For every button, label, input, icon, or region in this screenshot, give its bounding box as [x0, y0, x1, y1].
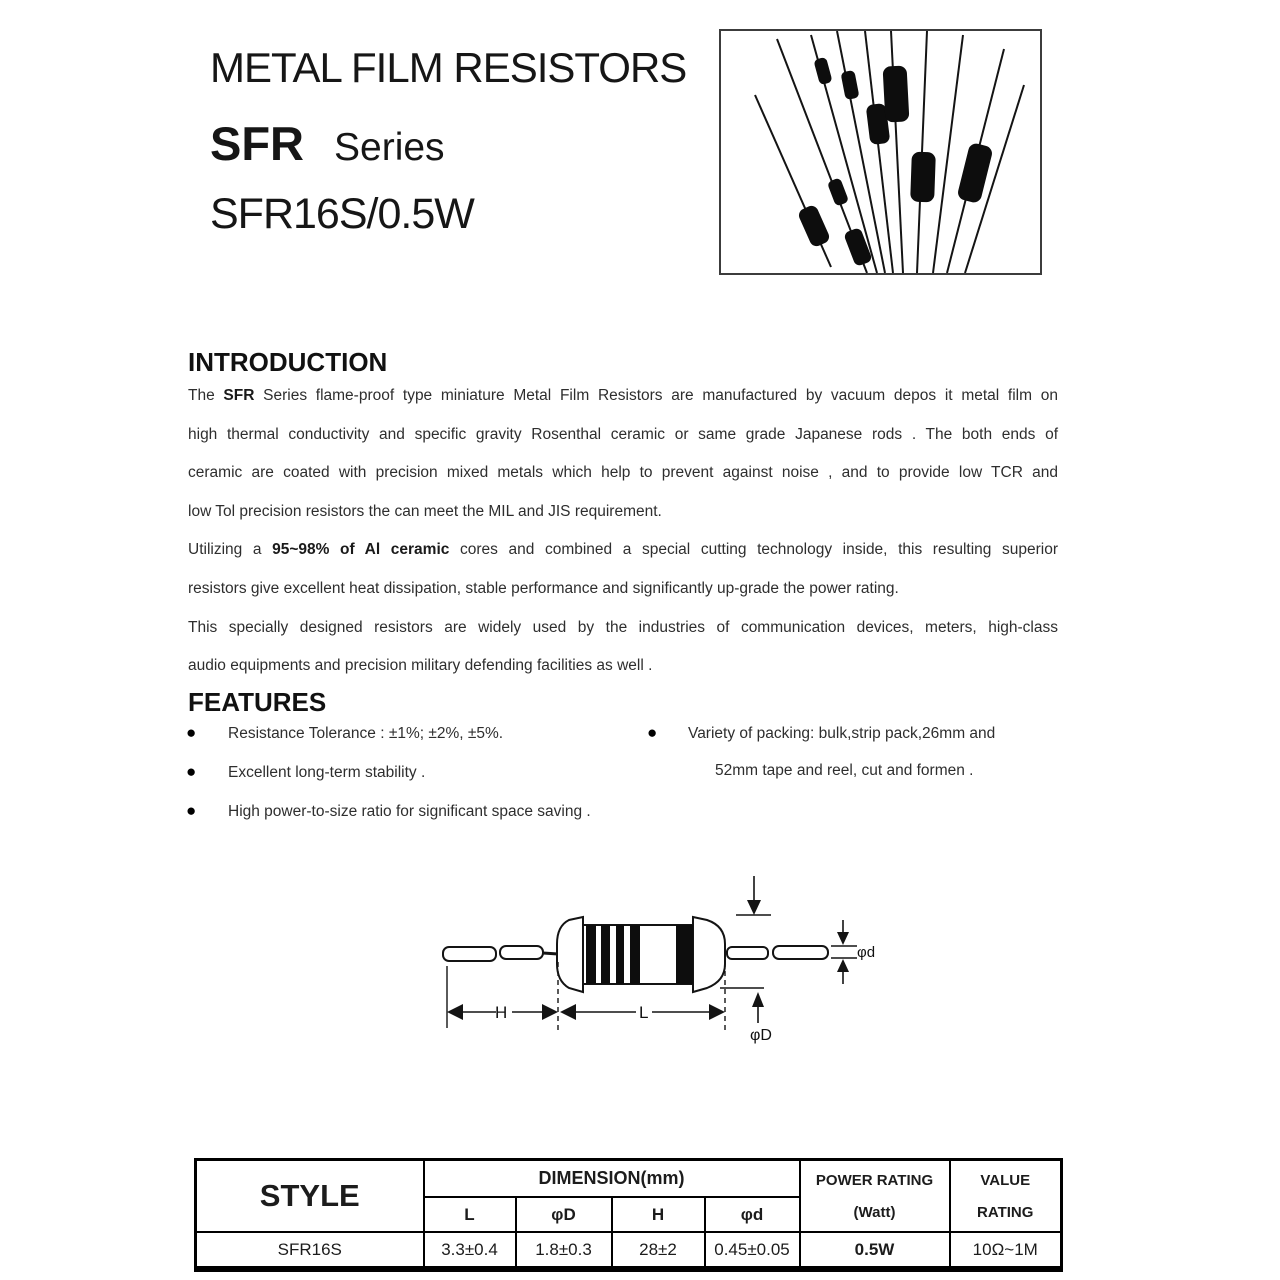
- col-header-style: STYLE: [196, 1160, 424, 1233]
- introduction-heading: INTRODUCTION: [188, 347, 388, 377]
- product-photo: [719, 29, 1042, 275]
- feature-text: Resistance Tolerance : ±1%; ±2%, ±5%.: [228, 725, 504, 742]
- cell-power: 0.5W: [800, 1232, 950, 1269]
- intro-text-segment: ceramic are coated with precision mixed metals which help to prevent against noise , and to provide low TCR and: [188, 464, 1058, 482]
- intro-text-segment: SFR: [223, 387, 255, 404]
- color-bands: [586, 925, 693, 984]
- intro-line: [188, 377, 1058, 416]
- right-arrowhead-icon: [709, 1004, 725, 1020]
- bullet-icon: ●: [186, 723, 197, 742]
- model-number: SFR16S/0.5W: [210, 190, 474, 238]
- bullet-icon: ●: [186, 762, 197, 781]
- cell-phiD: 1.8±0.3: [516, 1232, 612, 1269]
- spec-table-body: [196, 1232, 1062, 1269]
- intro-paragraphs: [188, 377, 1058, 686]
- features-right: [647, 723, 1057, 801]
- feature-item: [186, 762, 626, 801]
- rating-label: RATING: [977, 1203, 1034, 1221]
- feature-text: Excellent long-term stability .: [228, 764, 426, 781]
- lead-segment: [443, 947, 496, 961]
- series-word: Series: [334, 126, 445, 169]
- spec-table: [194, 1158, 1063, 1272]
- col-header-H: H: [612, 1197, 705, 1232]
- intro-text-segment: Series flame-proof type miniature Metal Film Resistors are manufactured by vacuum depos it metal film on: [254, 387, 1058, 404]
- intro-text-segment: resistors give excellent heat dissipation, stable performance and significantly up-grade the power rating.: [188, 579, 899, 597]
- lead-segment: [500, 946, 543, 959]
- intro-line: [188, 531, 1058, 570]
- dim-label-phi-d: φd: [857, 944, 876, 961]
- col-header-L: L: [424, 1197, 516, 1232]
- intro-text-segment: audio equipments and precision military defending facilities as well .: [188, 657, 653, 675]
- cell-style: SFR16S: [196, 1232, 424, 1269]
- col-header-phiD: φD: [516, 1197, 612, 1232]
- feature-text: High power-to-size ratio for significant space saving .: [228, 803, 591, 820]
- col-header-power: [800, 1160, 950, 1233]
- left-arrowhead-icon: [447, 1004, 463, 1020]
- lead-segment: [727, 947, 768, 959]
- intro-line: [188, 647, 1058, 686]
- col-header-dimension: DIMENSION(mm): [424, 1160, 800, 1198]
- watt-label: (Watt): [853, 1203, 896, 1221]
- right-arrowhead-icon: [542, 1004, 558, 1020]
- lead-segment: [773, 946, 828, 959]
- feature-item: [186, 801, 626, 840]
- intro-line: [188, 493, 1058, 532]
- dimension-diagram: [400, 860, 920, 1078]
- intro-text-segment: This specially designed resistors are widely used by the industries of communication devices, meters, high-class: [188, 618, 1058, 636]
- power-rating-label: POWER RATING: [815, 1171, 934, 1189]
- up-arrowhead-icon: [752, 992, 764, 1007]
- feature-item: [647, 723, 1057, 762]
- col-header-value: [950, 1160, 1062, 1233]
- intro-line: [188, 609, 1058, 648]
- bullet-icon: ●: [647, 723, 658, 742]
- value-label: VALUE: [980, 1171, 1031, 1189]
- resistor-photo-illustration: [721, 31, 1040, 273]
- dim-label-l: L: [639, 1003, 649, 1022]
- intro-line: [188, 416, 1058, 455]
- spec-row: [196, 1232, 1062, 1269]
- dim-label-h: H: [495, 1003, 508, 1022]
- resistor-body: [840, 70, 859, 100]
- series-line: [210, 116, 445, 171]
- resistor-body: [883, 65, 910, 122]
- resistor-end-cap: [557, 917, 583, 992]
- up-arrowhead-icon: [837, 959, 849, 972]
- series-name: SFR: [210, 117, 304, 170]
- left-arrowhead-icon: [560, 1004, 576, 1020]
- feature-text: 52mm tape and reel, cut and formen .: [715, 762, 974, 779]
- features-left: [186, 723, 626, 840]
- down-arrowhead-icon: [747, 900, 761, 915]
- resistor-body: [956, 142, 993, 204]
- intro-text-segment: The: [188, 387, 224, 404]
- resistor-body: [827, 177, 849, 206]
- cell-H: 28±2: [612, 1232, 705, 1269]
- intro-line: [188, 454, 1058, 493]
- intro-text-segment: high thermal conductivity and specific gravity Rosenthal ceramic or same grade Japanese rods . The both ends of: [188, 425, 1058, 443]
- resistor-body: [843, 227, 873, 267]
- col-header-phid: φd: [705, 1197, 800, 1232]
- feature-text: Variety of packing: bulk,strip pack,26mm and: [688, 725, 996, 742]
- feature-item: [186, 723, 626, 762]
- intro-text-segment: low Tol precision resistors the can meet the MIL and JIS requirement.: [188, 502, 662, 520]
- cell-L: 3.3±0.4: [424, 1232, 516, 1269]
- cell-value: 10Ω~1M: [950, 1232, 1062, 1269]
- intro-text-segment: Utilizing a: [188, 541, 273, 559]
- resistor-body: [797, 204, 832, 249]
- cell-phid: 0.45±0.05: [705, 1232, 800, 1269]
- feature-item: [647, 762, 1057, 801]
- page-title: METAL FILM RESISTORS: [210, 44, 687, 91]
- intro-line: [188, 570, 1058, 609]
- bullet-icon: ●: [186, 801, 197, 820]
- features-heading: FEATURES: [188, 687, 327, 717]
- intro-text-segment: cores and combined a special cutting technology inside, this resulting superior: [449, 541, 1058, 559]
- resistor-body: [813, 57, 832, 85]
- dim-label-phi-D: φD: [750, 1027, 772, 1044]
- resistor-body: [910, 152, 936, 203]
- intro-text-segment: 95~98% of Al ceramic: [272, 541, 450, 559]
- down-arrowhead-icon: [837, 932, 849, 945]
- resistor-end-cap: [693, 917, 725, 992]
